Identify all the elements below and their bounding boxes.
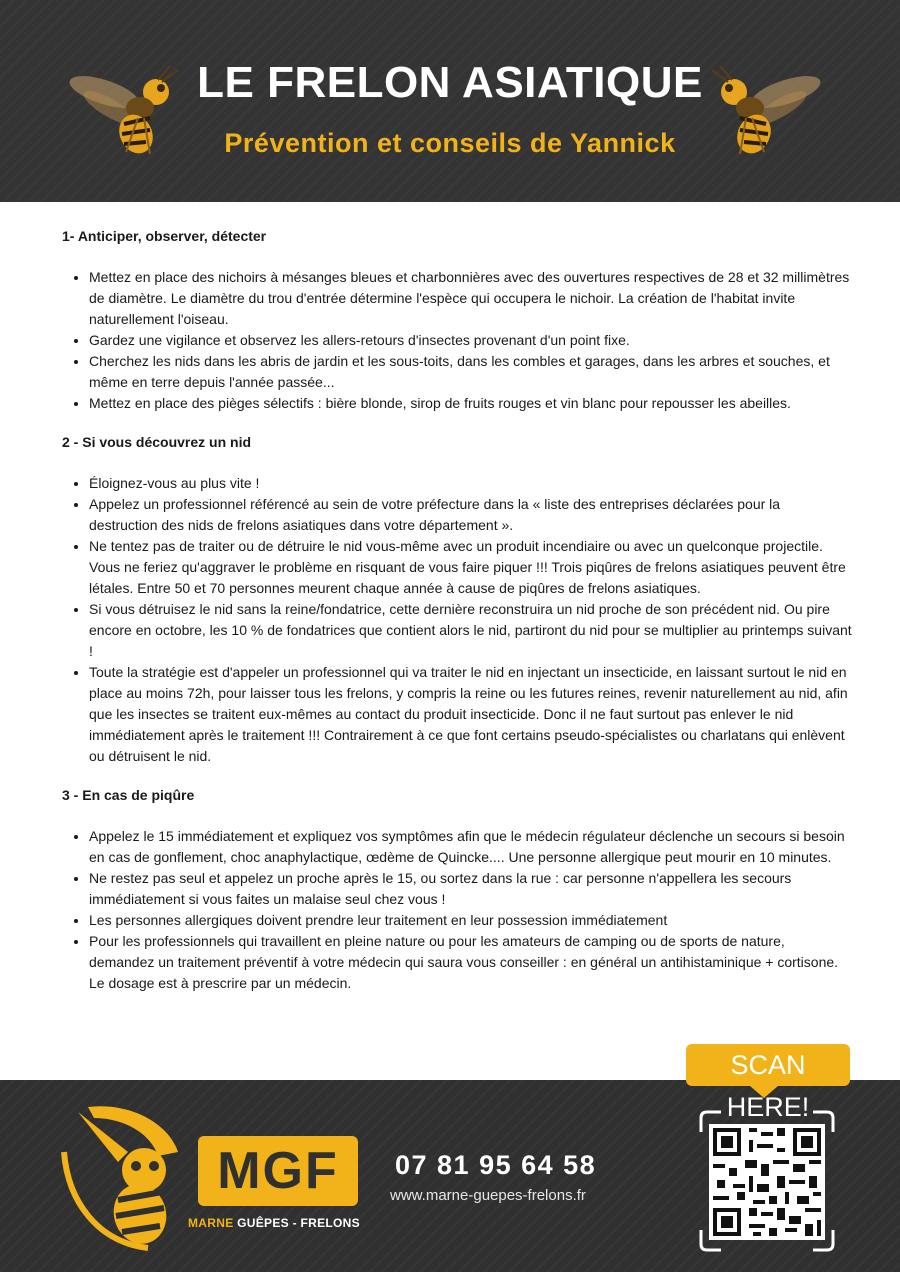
list-item: • Les personnes allergiques doivent prendre leur traitement en leur possession immédiatement [89,910,852,931]
brand-name [188,1216,360,1230]
list-item: • Gardez une vigilance et observez les allers-retours d'insectes provenant d'un point fixe. [89,330,852,351]
section-title-anticipate: 1- Anticiper, observer, détecter [62,228,267,244]
list-item: • Ne tentez pas de traiter ou de détruire le nid vous-même avec un produit incendiaire ou avec un quelconque projectile. Vous ne feriez qu'aggraver le problème en risquant de vous faire piquer !!! Trois piqûres de frelons asiatiques peuvent être létales. Entre 50 et 70 personnes meurent chaque année à cause de piqûres de frelons asiatiques. [89,536,852,599]
brand-part-guepes: GUÊPES - FRELONS [237,1216,360,1230]
list-item: • Ne restez pas seul et appelez un proche après le 15, ou sortez dans la rue : car personne n'appellera les secours immédiatement si vous faites un malaise seul chez vous ! [89,868,852,910]
section-title-sting: 3 - En cas de piqûre [62,787,195,803]
list-item: • Pour les professionnels qui travaillent en pleine nature ou pour les amateurs de camping ou de sports de nature, demandez un traitement préventif à votre médecin qui saura vous conseiller : en général un antihistaminique + cortisone. Le dosage est à prescrire par un médecin. [89,931,852,994]
list-item: • Toute la stratégie est d'appeler un professionnel qui va traiter le nid en injectant un insecticide, en laissant surtout le nid en place au moins 72h, pour laisser tous les frelons, y compris la reine ou les futures reines, revenir naturellement au nid, afin que les insectes se traitent eux-mêmes au contact du produit insecticide. Donc il ne faut surtout pas enlever le nid immédiatement après le traitement !!! Contrairement à ce que font certains pseudo-spécialistes ou charlatans qui enlèvent ou détruisent le nid. [89,662,852,767]
list-item: • Appelez le 15 immédiatement et expliquez vos symptômes afin que le médecin régulateur déclenche un secours si besoin en cas de gonflement, choc anaphylactique, œdème de Quincke.... Une personne allergique peut mourir en 10 minutes. [89,826,852,868]
list-item: • Éloignez-vous au plus vite ! [89,473,852,494]
list-item: • Cherchez les nids dans les abris de jardin et les sous-toits, dans les combles et garages, dans les arbres et souches, et même en terre depuis l'année passée... [89,351,852,393]
page-subtitle: Prévention et conseils de Yannick [224,128,676,158]
page-title: LE FRELON ASIATIQUE [197,58,703,107]
list-item: • Si vous détruisez le nid sans la reine/fondatrice, cette dernière reconstruira un nid proche de son précédent nid. Ou pire encore en octobre, les 10 % de fondatrices que contient alors le nid, partiront du nid pour se multiplier au printemps suivant ! [89,599,852,662]
website-link[interactable]: www.marne-guepes-frelons.fr [390,1187,586,1204]
company-logo [58,1092,368,1252]
logo-text: MGF [217,1142,339,1200]
section-title-nest: 2 - Si vous découvrez un nid [62,434,252,450]
mgf-logo-box [198,1136,358,1206]
phone-number[interactable]: 07 81 95 64 58 [395,1150,597,1180]
brand-part-marne: MARNE [188,1216,234,1230]
list-item: • Appelez un professionnel référencé au sein de votre préfecture dans la « liste des entreprises déclarées pour la destruction des nids de frelons asiatiques dans votre département ». [89,494,852,536]
scan-badge-pointer [750,1086,778,1098]
list-item: • Mettez en place des pièges sélectifs : bière blonde, sirop de fruits rouges et vin blanc pour repousser les abeilles. [89,393,852,414]
wasp-logo-icon [58,1092,208,1252]
header-banner [0,0,900,202]
qr-code-icon[interactable] [709,1124,825,1240]
list-item: • Mettez en place des nichoirs à mésanges bleues et charbonnières avec des ouvertures respectives de 28 et 32 millimètres de diamètre. Le diamètre du trou d'entrée détermine l'espèce qui occupera le nichoir. La création de l'habitat invite naturellement l'oiseau. [89,267,852,330]
scan-here-badge: SCAN HERE! [686,1044,850,1086]
section-list-nest [62,473,852,767]
section-list-anticipate [62,267,852,414]
section-list-sting [62,826,852,994]
main-content [62,226,852,1012]
